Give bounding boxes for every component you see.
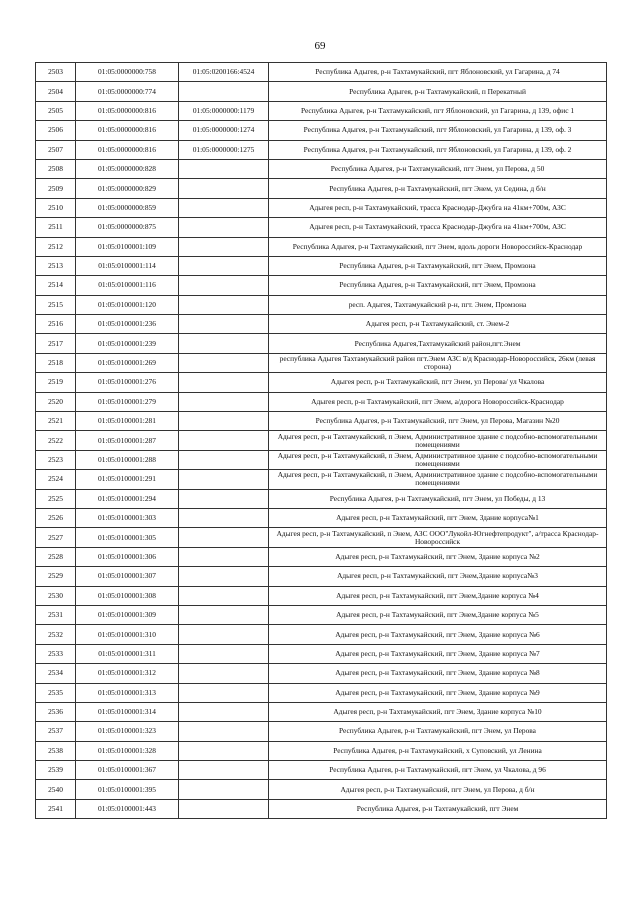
address-cell: Адыгея респ, р-н Тахтамукайский, пгт Энем, ул Перова/ ул Чкалова [269,373,607,392]
row-number-cell: 2537 [36,722,76,741]
row-number-cell: 2531 [36,605,76,624]
table-row [36,528,607,547]
row-number-cell: 2530 [36,586,76,605]
address-cell: Республика Адыгея,Тахтамукайский район,пгт.Энем [269,334,607,353]
address-cell: Республика Адыгея, р-н Тахтамукайский, пгт Энем, ул Чкалова, д 96 [269,761,607,780]
table-row [36,547,607,566]
cadastral-number-cell: 01:05:0100001:109 [76,237,179,256]
table-row [36,334,607,353]
table-row [36,431,607,450]
linked-cadastral-number-cell [179,489,269,508]
cadastral-number-cell: 01:05:0100001:303 [76,508,179,527]
address-cell: Адыгея респ, р-н Тахтамукайский, трасса Краснодар-Джубга на 41км+700м, АЗС [269,198,607,217]
linked-cadastral-number-cell [179,547,269,566]
linked-cadastral-number-cell [179,586,269,605]
address-cell: Республика Адыгея, р-н Тахтамукайский, п Перекатный [269,82,607,101]
table-row [36,218,607,237]
linked-cadastral-number-cell [179,780,269,799]
address-cell: Адыгея респ, р-н Тахтамукайский, пгт Энем, Здание корпуса №6 [269,625,607,644]
linked-cadastral-number-cell [179,412,269,431]
address-cell: Республика Адыгея, р-н Тахтамукайский, пгт Энем, ул Победы, д 13 [269,489,607,508]
address-cell: Адыгея респ, р-н Тахтамукайский, ст. Энем-2 [269,315,607,334]
linked-cadastral-number-cell [179,683,269,702]
cadastral-number-cell: 01:05:0100001:328 [76,741,179,760]
linked-cadastral-number-cell [179,799,269,818]
linked-cadastral-number-cell: 01:05:0000000:1179 [179,101,269,120]
address-cell: Республика Адыгея, р-н Тахтамукайский, пгт Энем, ул Перова, д 50 [269,159,607,178]
row-number-cell: 2512 [36,237,76,256]
row-number-cell: 2506 [36,121,76,140]
row-number-cell: 2515 [36,295,76,314]
table-row [36,82,607,101]
linked-cadastral-number-cell [179,237,269,256]
cadastral-number-cell: 01:05:0000000:828 [76,159,179,178]
address-cell: Республика Адыгея, р-н Тахтамукайский, пгт Энем, ул Перова, Магазин №20 [269,412,607,431]
cadastral-number-cell: 01:05:0000000:816 [76,121,179,140]
cadastral-number-cell: 01:05:0100001:116 [76,276,179,295]
address-cell: Республика Адыгея, р-н Тахтамукайский, пгт Яблоновский, ул Гагарина, д 139, оф. 2 [269,140,607,159]
linked-cadastral-number-cell [179,528,269,547]
address-cell: Адыгея респ, р-н Тахтамукайский, пгт Энем,Здание корпуса№3 [269,567,607,586]
table-row [36,489,607,508]
row-number-cell: 2508 [36,159,76,178]
row-number-cell: 2535 [36,683,76,702]
table-row [36,353,607,372]
row-number-cell: 2509 [36,179,76,198]
address-cell: Республика Адыгея, р-н Тахтамукайский, пгт Энем, вдоль дороги Новороссийск-Краснодар [269,237,607,256]
linked-cadastral-number-cell [179,82,269,101]
address-cell: Адыгея респ, р-н Тахтамукайский, пгт Энем,Здание корпуса №5 [269,605,607,624]
cadastral-number-cell: 01:05:0100001:310 [76,625,179,644]
linked-cadastral-number-cell [179,567,269,586]
cadastral-number-cell: 01:05:0100001:287 [76,431,179,450]
row-number-cell: 2504 [36,82,76,101]
address-cell: Адыгея респ, р-н Тахтамукайский, п Энем, АЗС ООО"Лукойл-Югнефтепродукт", а/трасса Краснодар-Новороссийск [269,528,607,547]
table-row [36,450,607,469]
address-cell: Адыгея респ, р-н Тахтамукайский, пгт Энем, Здание корпуса№1 [269,508,607,527]
address-cell: Республика Адыгея, р-н Тахтамукайский, пгт Энем [269,799,607,818]
cadastral-number-cell: 01:05:0100001:443 [76,799,179,818]
cadastral-number-cell: 01:05:0100001:236 [76,315,179,334]
cadastral-number-cell: 01:05:0100001:239 [76,334,179,353]
row-number-cell: 2505 [36,101,76,120]
registry-table-body [36,63,607,819]
cadastral-number-cell: 01:05:0000000:829 [76,179,179,198]
table-row [36,605,607,624]
address-cell: Адыгея респ, р-н Тахтамукайский, пгт Энем, Здание корпуса №2 [269,547,607,566]
registry-table [35,62,607,819]
table-row [36,664,607,683]
linked-cadastral-number-cell [179,644,269,663]
linked-cadastral-number-cell [179,625,269,644]
address-cell: Республика Адыгея, р-н Тахтамукайский, пгт Энем, Промзона [269,276,607,295]
linked-cadastral-number-cell [179,664,269,683]
row-number-cell: 2528 [36,547,76,566]
row-number-cell: 2520 [36,392,76,411]
table-row [36,702,607,721]
cadastral-number-cell: 01:05:0100001:305 [76,528,179,547]
address-cell: Республика Адыгея, р-н Тахтамукайский, х Суповский, ул Ленина [269,741,607,760]
page-number: 69 [314,40,326,52]
linked-cadastral-number-cell [179,702,269,721]
cadastral-number-cell: 01:05:0000000:859 [76,198,179,217]
cadastral-number-cell: 01:05:0100001:269 [76,353,179,372]
row-number-cell: 2541 [36,799,76,818]
linked-cadastral-number-cell [179,722,269,741]
table-row [36,159,607,178]
row-number-cell: 2522 [36,431,76,450]
cadastral-number-cell: 01:05:0100001:367 [76,761,179,780]
linked-cadastral-number-cell: 01:05:0000000:1274 [179,121,269,140]
table-row [36,140,607,159]
table-row [36,683,607,702]
row-number-cell: 2533 [36,644,76,663]
cadastral-number-cell: 01:05:0100001:314 [76,702,179,721]
address-cell: республика Адыгея Тахтамукайский район пгт.Энем АЗС в/д Краснодар-Новороссийск, 26км (левая сторона) [269,353,607,372]
row-number-cell: 2513 [36,256,76,275]
linked-cadastral-number-cell: 01:05:0200166:4524 [179,63,269,82]
row-number-cell: 2521 [36,412,76,431]
address-cell: Адыгея респ, р-н Тахтамукайский, п Энем, Административное здание с подсобно-вспомогательными помещениями [269,431,607,450]
cadastral-number-cell: 01:05:0100001:114 [76,256,179,275]
linked-cadastral-number-cell [179,315,269,334]
row-number-cell: 2526 [36,508,76,527]
cadastral-number-cell: 01:05:0100001:281 [76,412,179,431]
row-number-cell: 2518 [36,353,76,372]
table-row [36,256,607,275]
address-cell: Адыгея респ, р-н Тахтамукайский, пгт Энем, ул Перова, д б/н [269,780,607,799]
table-row [36,722,607,741]
table-row [36,799,607,818]
cadastral-number-cell: 01:05:0000000:758 [76,63,179,82]
cadastral-number-cell: 01:05:0100001:276 [76,373,179,392]
cadastral-number-cell: 01:05:0100001:309 [76,605,179,624]
linked-cadastral-number-cell [179,198,269,217]
table-row [36,198,607,217]
address-cell: Республика Адыгея, р-н Тахтамукайский, пгт Энем, Промзона [269,256,607,275]
row-number-cell: 2519 [36,373,76,392]
row-number-cell: 2540 [36,780,76,799]
cadastral-number-cell: 01:05:0100001:120 [76,295,179,314]
linked-cadastral-number-cell [179,605,269,624]
linked-cadastral-number-cell [179,470,269,489]
table-row [36,625,607,644]
address-cell: Адыгея респ, р-н Тахтамукайский, пгт Энем, Здание корпуса №9 [269,683,607,702]
address-cell: Республика Адыгея, р-н Тахтамукайский, пгт Яблоновский, ул Гагарина, д 139, оф. 3 [269,121,607,140]
row-number-cell: 2517 [36,334,76,353]
table-row [36,179,607,198]
linked-cadastral-number-cell [179,218,269,237]
row-number-cell: 2525 [36,489,76,508]
address-cell: Республика Адыгея, р-н Тахтамукайский, пгт Энем, ул Седина, д б/н [269,179,607,198]
row-number-cell: 2503 [36,63,76,82]
cadastral-number-cell: 01:05:0000000:875 [76,218,179,237]
row-number-cell: 2538 [36,741,76,760]
row-number-cell: 2527 [36,528,76,547]
address-cell: Республика Адыгея, р-н Тахтамукайский, пгт Яблоновский, ул Гагарина, д 74 [269,63,607,82]
row-number-cell: 2529 [36,567,76,586]
linked-cadastral-number-cell [179,741,269,760]
linked-cadastral-number-cell [179,256,269,275]
row-number-cell: 2532 [36,625,76,644]
row-number-cell: 2510 [36,198,76,217]
table-row [36,761,607,780]
table-row [36,315,607,334]
linked-cadastral-number-cell [179,373,269,392]
table-row [36,470,607,489]
table-row [36,373,607,392]
address-cell: респ. Адыгея, Тахтамукайский р-н, пгт. Энем, Промзона [269,295,607,314]
linked-cadastral-number-cell [179,353,269,372]
table-row [36,121,607,140]
address-cell: Адыгея респ, р-н Тахтамукайский, пгт Энем, а/дорога Новороссийск-Краснодар [269,392,607,411]
cadastral-number-cell: 01:05:0100001:288 [76,450,179,469]
linked-cadastral-number-cell [179,179,269,198]
linked-cadastral-number-cell: 01:05:0000000:1275 [179,140,269,159]
row-number-cell: 2516 [36,315,76,334]
row-number-cell: 2507 [36,140,76,159]
table-row [36,780,607,799]
address-cell: Адыгея респ, р-н Тахтамукайский, пгт Энем, Здание корпуса №10 [269,702,607,721]
table-row [36,63,607,82]
address-cell: Адыгея респ, р-н Тахтамукайский, п Энем, Административное здание с подсобно-вспомогательными помещениями [269,450,607,469]
row-number-cell: 2511 [36,218,76,237]
cadastral-number-cell: 01:05:0100001:291 [76,470,179,489]
row-number-cell: 2536 [36,702,76,721]
address-cell: Адыгея респ, р-н Тахтамукайский, пгт Энем, Здание корпуса №7 [269,644,607,663]
row-number-cell: 2523 [36,450,76,469]
cadastral-number-cell: 01:05:0100001:294 [76,489,179,508]
cadastral-number-cell: 01:05:0100001:307 [76,567,179,586]
row-number-cell: 2534 [36,664,76,683]
table-row [36,567,607,586]
address-cell: Республика Адыгея, р-н Тахтамукайский, пгт Энем, ул Перова [269,722,607,741]
table-row [36,412,607,431]
address-cell: Адыгея респ, р-н Тахтамукайский, п Энем, Административное здание с подсобно-вспомогательными помещениями [269,470,607,489]
table-row [36,586,607,605]
linked-cadastral-number-cell [179,761,269,780]
table-row [36,101,607,120]
row-number-cell: 2524 [36,470,76,489]
address-cell: Адыгея респ, р-н Тахтамукайский, пгт Энем, Здание корпуса №8 [269,664,607,683]
table-row [36,741,607,760]
address-cell: Адыгея респ, р-н Тахтамукайский, трасса Краснодар-Джубга на 41км+700м, АЗС [269,218,607,237]
table-row [36,644,607,663]
table-row [36,392,607,411]
table-row [36,508,607,527]
cadastral-number-cell: 01:05:0100001:279 [76,392,179,411]
linked-cadastral-number-cell [179,276,269,295]
linked-cadastral-number-cell [179,450,269,469]
linked-cadastral-number-cell [179,392,269,411]
row-number-cell: 2514 [36,276,76,295]
row-number-cell: 2539 [36,761,76,780]
cadastral-number-cell: 01:05:0100001:323 [76,722,179,741]
cadastral-number-cell: 01:05:0100001:395 [76,780,179,799]
table-row [36,295,607,314]
linked-cadastral-number-cell [179,508,269,527]
cadastral-number-cell: 01:05:0100001:313 [76,683,179,702]
cadastral-number-cell: 01:05:0000000:774 [76,82,179,101]
cadastral-number-cell: 01:05:0000000:816 [76,101,179,120]
cadastral-number-cell: 01:05:0100001:311 [76,644,179,663]
linked-cadastral-number-cell [179,334,269,353]
cadastral-number-cell: 01:05:0000000:816 [76,140,179,159]
cadastral-number-cell: 01:05:0100001:306 [76,547,179,566]
linked-cadastral-number-cell [179,159,269,178]
linked-cadastral-number-cell [179,295,269,314]
address-cell: Республика Адыгея, р-н Тахтамукайский, пгт Яблоновский, ул Гагарина, д 139, офис 1 [269,101,607,120]
table-row [36,237,607,256]
cadastral-number-cell: 01:05:0100001:308 [76,586,179,605]
linked-cadastral-number-cell [179,431,269,450]
table-row [36,276,607,295]
cadastral-number-cell: 01:05:0100001:312 [76,664,179,683]
address-cell: Адыгея респ, р-н Тахтамукайский, пгт Энем,Здание корпуса №4 [269,586,607,605]
